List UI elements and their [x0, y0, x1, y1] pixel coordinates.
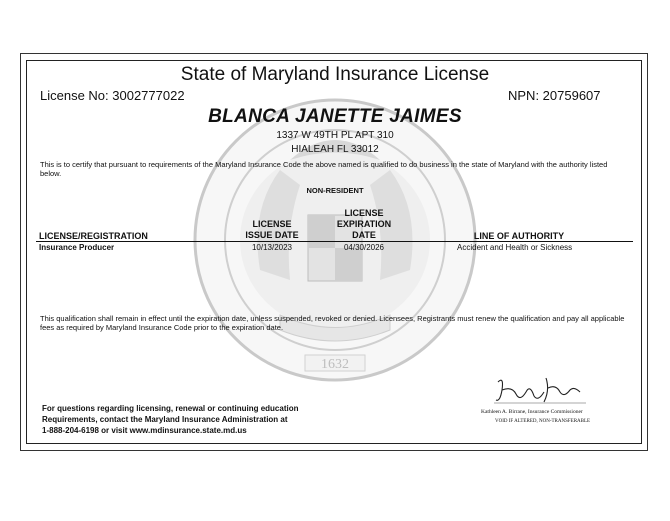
commissioner-signature [490, 372, 590, 408]
license-number: License No: 3002777022 [40, 88, 185, 103]
contact-info [42, 403, 362, 436]
row-license-type: Insurance Producer [39, 243, 115, 252]
seal-year: 1632 [321, 357, 349, 372]
residency-status: NON-RESIDENT [306, 186, 364, 195]
document-title: State of Maryland Insurance License [180, 64, 490, 85]
validity-note: VOID IF ALTERED, NON-TRANSFERABLE [495, 419, 591, 424]
header-divider [36, 241, 633, 242]
contact-line-3: 1-888-204-6198 or visit www.mdinsurance.state.md.us [42, 426, 247, 435]
row-expiration-date: 04/30/2026 [343, 243, 385, 252]
licensee-name: BLANCA JANETTE JAIMES [208, 106, 462, 127]
contact-line-2: Requirements, contact the Maryland Insurance Administration at [42, 415, 288, 424]
row-issue-date: 10/13/2023 [251, 243, 293, 252]
commissioner-name: Kathleen A. Birrane, Insurance Commissioner [481, 409, 583, 415]
header-issue-date: LICENSE ISSUE DATE [245, 219, 299, 240]
header-license: LICENSE/REGISTRATION [39, 231, 148, 241]
qualification-statement: This qualification shall remain in effect until the expiration date, unless suspended, revoked or denied. Licensees, Registrants must renew the qualification and pay all applicable fees as required by Maryland Insurance Code prior to the expiration date. [40, 314, 625, 332]
npn-number: NPN: 20759607 [508, 88, 601, 103]
certification-statement: This is to certify that pursuant to requirements of the Maryland Insurance Code the above named is qualified to do business in the state of Maryland with the authority listed below. [40, 160, 608, 178]
contact-line-1: For questions regarding licensing, renewal or continuing education [42, 404, 299, 413]
address-line-1: 1337 W 49TH PL APT 310 [276, 130, 394, 141]
header-line-of-authority: LINE OF AUTHORITY [473, 231, 565, 241]
row-line-of-authority: Accident and Health or Sickness [457, 243, 573, 252]
address-line-2: HIALEAH FL 33012 [291, 144, 379, 155]
header-expiration-date: LICENSE EXPIRATION DATE [336, 208, 392, 240]
